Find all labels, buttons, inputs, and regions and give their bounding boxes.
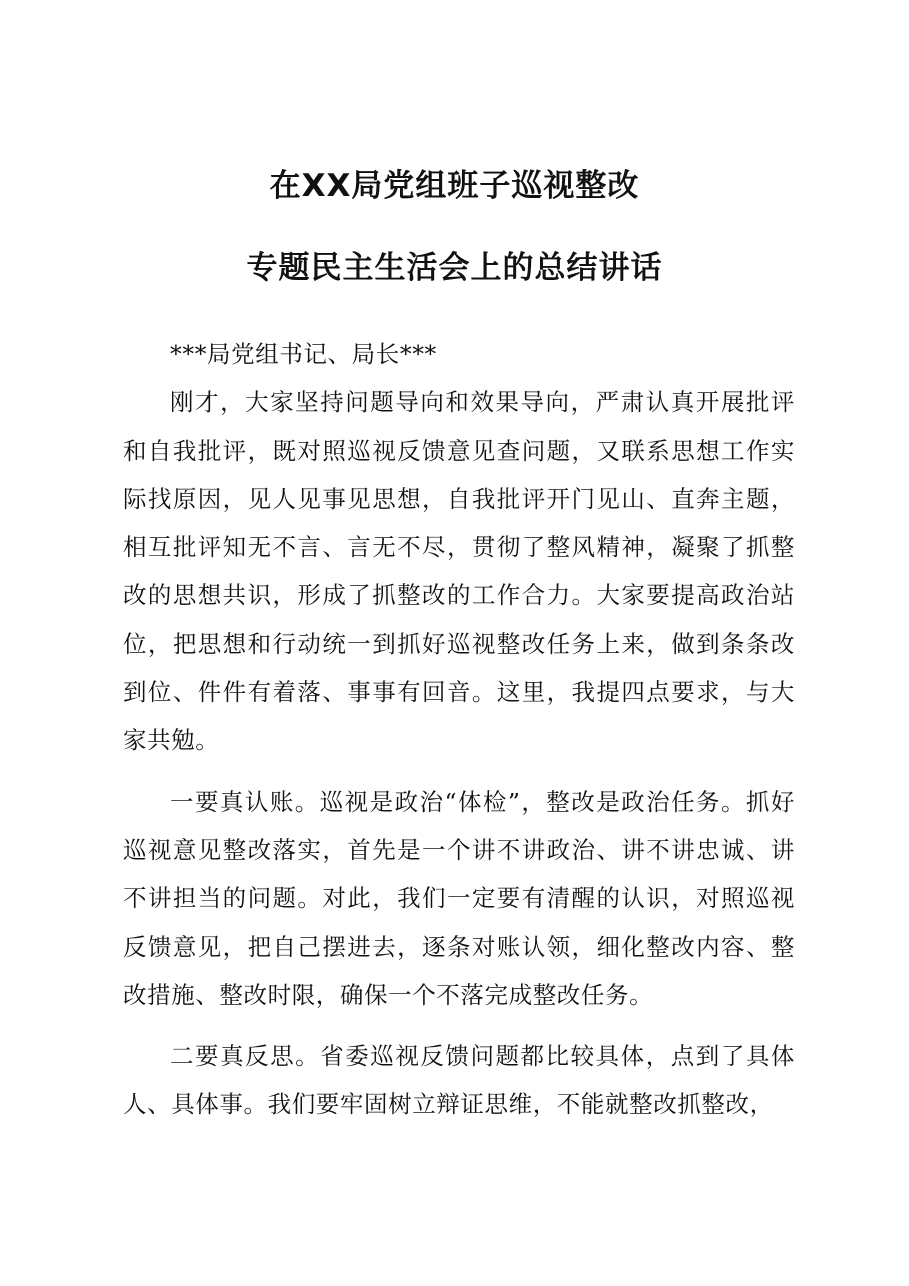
paragraph-point-one: 一要真认账。巡视是政治“体检”，整改是政治任务。抓好巡视意见整改落实，首先是一个讲不讲政治、讲不讲忠诚、讲不讲担当的问题。对此，我们一定要有清醒的认识，对照巡视反馈意见，把自己摆进去，逐条对账认领，细化整改内容、整改措施、整改时限，确保一个不落完成整改任务。 bbox=[123, 787, 795, 1009]
document-body bbox=[123, 330, 795, 1129]
document-title-line1: 在XX局党组班子巡视整改 bbox=[269, 168, 640, 204]
paragraph-point-two: 二要真反思。省委巡视反馈问题都比较具体，点到了具体人、具体事。我们要牢固树立辩证思维，不能就整改抓整改， bbox=[123, 1042, 795, 1119]
speaker-line: ***局党组书记、局长*** bbox=[170, 340, 437, 368]
paragraph-intro: 刚才，大家坚持问题导向和效果导向，严肃认真开展批评和自我批评，既对照巡视反馈意见查问题，又联系思想工作实际找原因，见人见事见思想，自我批评开门见山、直奔主题，相互批评知无不言、言无不尽，贯彻了整风精神，凝聚了抓整改的思想共识，形成了抓整改的工作合力。大家要提高政治站位，把思想和行动统一到抓好巡视整改任务上来，做到条条改到位、件件有着落、事事有回音。这里，我提四点要求，与大家共勉。 bbox=[123, 388, 795, 755]
document-title-line2: 专题民主生活会上的总结讲话 bbox=[246, 250, 663, 286]
